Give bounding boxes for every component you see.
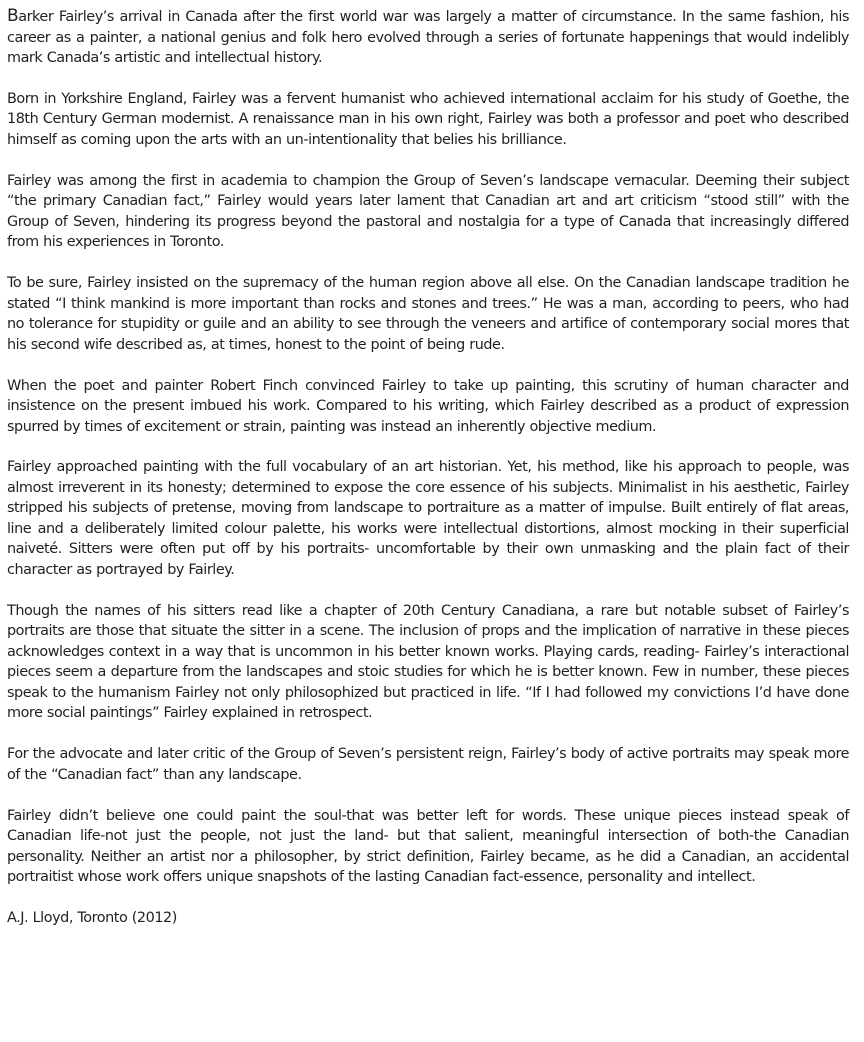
paragraph-5: When the poet and painter Robert Finch convinced Fairley to take up painting, this scrutiny of human character and insistence on the present imbued his work. Compared to his writing, which Fairley described as a product of expression spurred by times of excitement or strain, painting was instead an inherently objective medium.: [7, 377, 849, 435]
author-signature: A.J. Lloyd, Toronto (2012): [7, 910, 177, 927]
paragraph-7: Though the names of his sitters read like a chapter of 20th Century Canadiana, a rare but notable subset of Fairley’s portraits are those that situate the sitter in a scene. The inclusion of props and the implication of narrative in these pieces acknowledges context in a way that is uncommon in his better known works. Playing cards, reading- Fairley’s interactional pieces seem a departure from the landscapes and stoic studies for which he is better known. Few in number, these pieces speak to the humanism Fairley not only philosophized but practiced in life. “If I had followed my convictions I’d have done more social paintings” Fairley explained in retrospect.: [7, 602, 849, 722]
document-body: [7, 6, 849, 929]
paragraph-4: To be sure, Fairley insisted on the supremacy of the human region above all else. On the Canadian landscape tradition he stated “I think mankind is more important than rocks and stones and trees.” He was a man, according to peers, who had no tolerance for stupidity or guile and an ability to see through the veneers and artifice of contemporary social mores that his second wife described as, at times, honest to the point of being rude.: [7, 275, 849, 353]
paragraph-3: Fairley was among the first in academia to champion the Group of Seven’s landscape vernacular. Deeming their subject “the primary Canadian fact,” Fairley would years later lament that Canadian art and art criticism “stood still” with the Group of Seven, hindering its progress beyond the pastoral and nostalgia for a type of Canada that increasingly differed from his experiences in Toronto.: [7, 172, 849, 251]
paragraph-9: Fairley didn’t believe one could paint the soul-that was better left for words. These unique pieces instead speak of Canadian life-not just the people, not just the land- but that salient, meaningful intersection of both-the Canadian personality. Neither an artist nor a philosopher, by strict definition, Fairley became, as he did a Canadian, an accidental portraitist whose work offers unique snapshots of the lasting Canadian fact-essence, personality and intellect.: [7, 807, 849, 886]
paragraph-2: Born in Yorkshire England, Fairley was a fervent humanist who achieved international acclaim for his study of Goethe, the 18th Century German modernist. A renaissance man in his own right, Fairley was both a professor and poet who described himself as coming upon the arts with an un-intentionality that belies his brilliance.: [7, 90, 849, 148]
paragraph-6: Fairley approached painting with the full vocabulary of an art historian. Yet, his method, like his approach to people, was almost irreverent in its honesty; determined to expose the core essence of his subjects. Minimalist in his aesthetic, Fairley stripped his subjects of pretense, moving from landscape to portraiture as a matter of impulse. Built entirely of flat areas, line and a deliberately limited colour palette, his works were intellectual distortions, almost mocking in their superficial naiveté. Sitters were often put off by his portraits- uncomfortable by their own unmasking and the plain fact of their character as portrayed by Fairley.: [7, 459, 849, 578]
paragraph-1: Barker Fairley’s arrival in Canada after the first world war was largely a matter of circumstance. In the same fashion, his career as a painter, a national genius and folk hero evolved through a series of fortunate happenings that would indelibly mark Canada’s artistic and intellectual history.: [7, 6, 849, 66]
paragraph-8: For the advocate and later critic of the Group of Seven’s persistent reign, Fairley’s body of active portraits may speak more of the “Canadian fact” than any landscape.: [7, 746, 849, 783]
